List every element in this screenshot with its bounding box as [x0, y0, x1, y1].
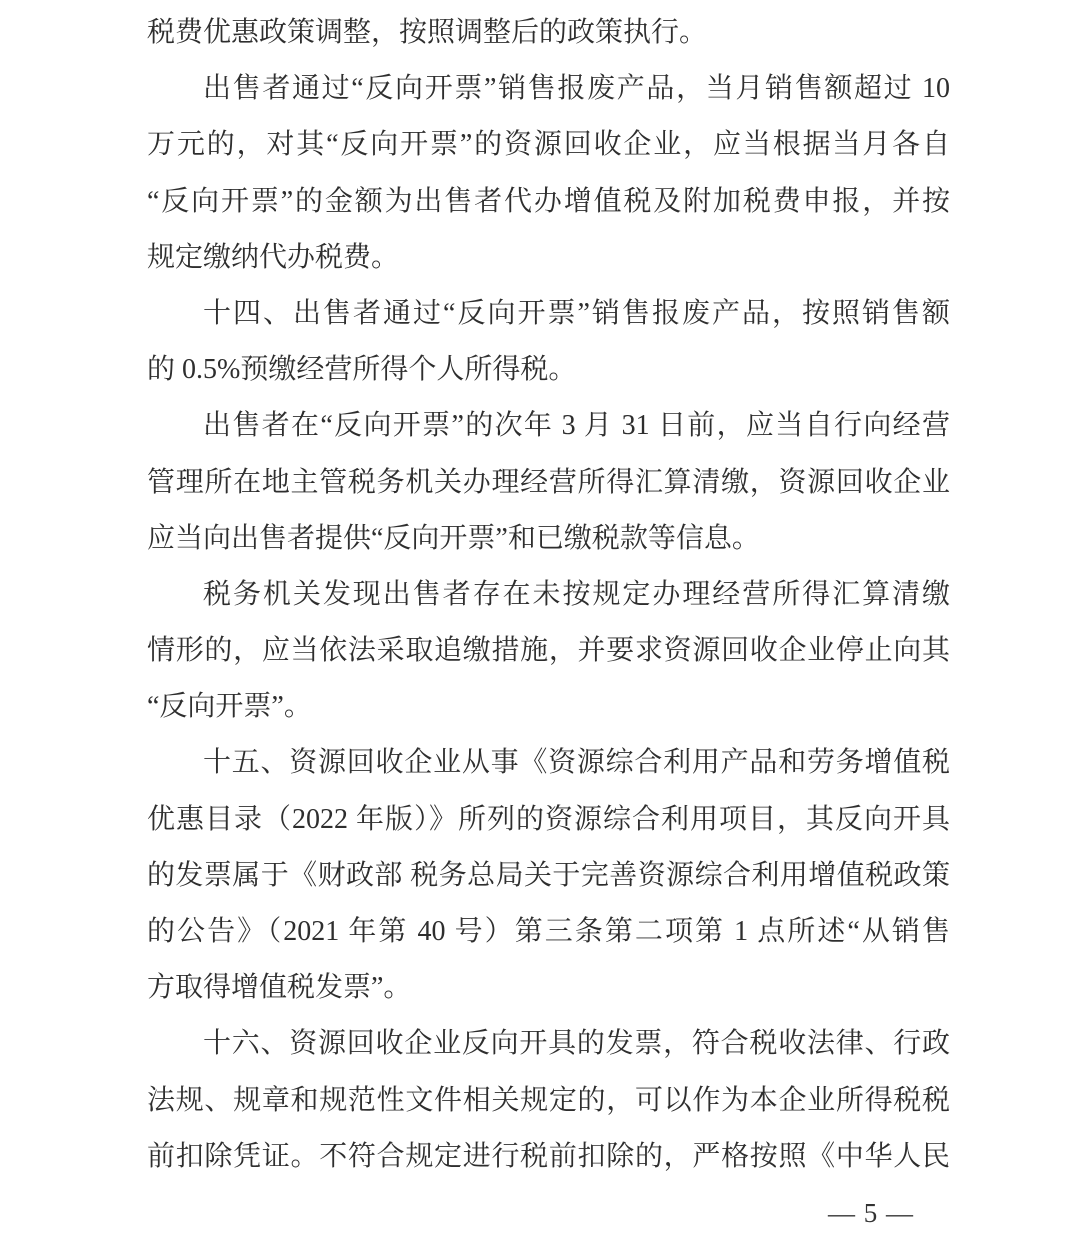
- text-line: 十五、资源回收企业从事《资源综合利用产品和劳务增值税: [203, 747, 950, 779]
- text-line: 的公告》（2021 年第 40 号）第三条第二项第 1 点所述“从销售: [147, 916, 950, 947]
- text-line: 十六、资源回收企业反向开具的发票，符合税收法律、行政: [203, 1028, 950, 1060]
- text-line: 十四、出售者通过“反向开票”销售报废产品，按照销售额: [203, 297, 950, 329]
- text-line: “反向开票”。: [147, 691, 312, 723]
- text-block: [147, 5, 950, 1185]
- text-line: 管理所在地主管税务机关办理经营所得汇算清缴，资源回收企业: [147, 466, 950, 498]
- text-line: 出售者在“反向开票”的次年 3 月 31 日前，应当自行向经营: [203, 410, 950, 442]
- text-line: 的发票属于《财政部 税务总局关于完善资源综合利用增值税政策: [147, 859, 950, 891]
- text-line: 法规、规章和规范性文件相关规定的，可以作为本企业所得税税: [147, 1084, 950, 1116]
- text-line: 万元的，对其“反向开票”的资源回收企业，应当根据当月各自: [147, 129, 950, 161]
- text-line: “反向开票”的金额为出售者代办增值税及附加税费申报，并按: [147, 185, 950, 217]
- text-line: 方取得增值税发票”。: [147, 972, 412, 1004]
- text-line: 优惠目录（2022 年版）》所列的资源综合利用项目，其反向开具: [147, 803, 950, 835]
- text-line: 的 0.5%预缴经营所得个人所得税。: [147, 354, 577, 386]
- text-line: 情形的，应当依法采取追缴措施，并要求资源回收企业停止向其: [147, 635, 950, 667]
- text-line: 规定缴纳代办税费。: [147, 241, 400, 273]
- text-line: 出售者通过“反向开票”销售报废产品，当月销售额超过 10: [203, 73, 950, 105]
- text-line: 税费优惠政策调整，按照调整后的政策执行。: [147, 17, 708, 48]
- page-number: — 5 —: [828, 1198, 914, 1228]
- text-line: 应当向出售者提供“反向开票”和已缴税款等信息。: [147, 522, 760, 554]
- text-line: 前扣除凭证。不符合规定进行税前扣除的，严格按照《中华人民: [147, 1140, 950, 1172]
- text-line: 税务机关发现出售者存在未按规定办理经营所得汇算清缴: [203, 578, 950, 610]
